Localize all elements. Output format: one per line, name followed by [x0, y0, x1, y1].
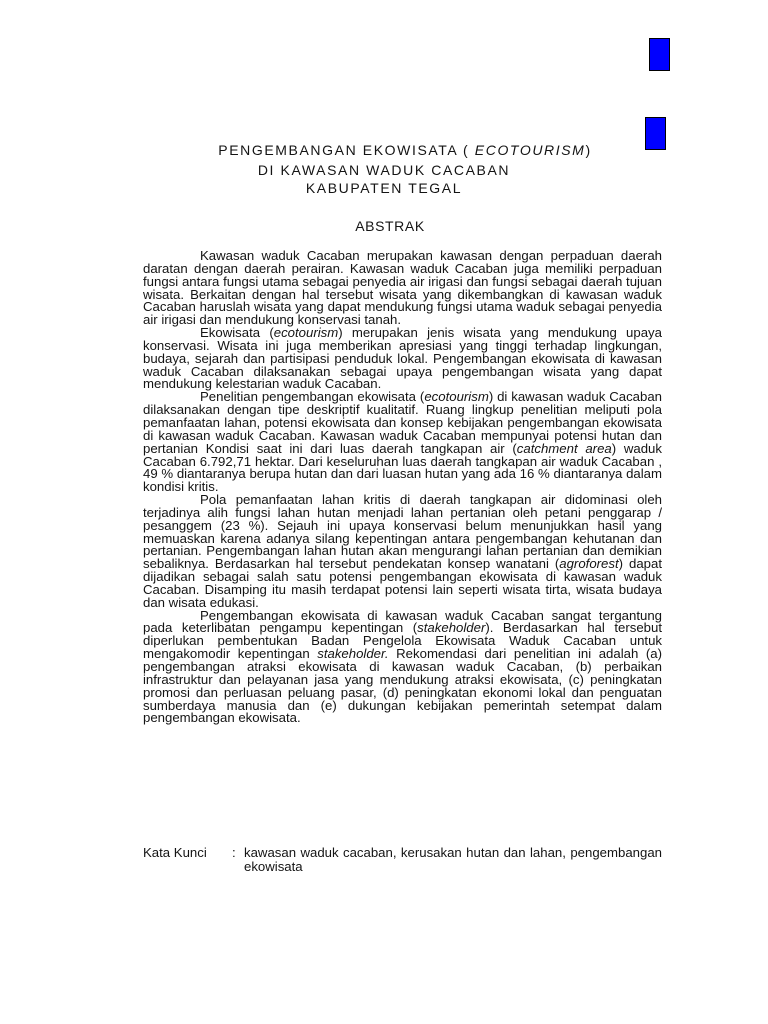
keywords-value: kawasan waduk cacaban, kerusakan hutan dan lahan, pengembangan ekowisata — [244, 845, 662, 874]
paragraph-2: Ekowisata (ecotourism) merupakan jenis wisata yang mendukung upaya konservasi. Wisata ini juga memberikan apresiasi yang tinggi terhadap lingkungan, budaya, sejarah dan partisipasi penduduk lokal. Pengembangan ekowisata di kawasan waduk Cacaban dilaksanakan sebagai upaya pengembangan wisata yang dapat mendukung kelestarian waduk Cacaban. — [143, 325, 662, 392]
paragraph-5: Pengembangan ekowisata di kawasan waduk Cacaban sangat tergantung pada keterlibatan pengampu kepentingan (stakeholder). Berdasarkan hal tersebut diperlukan pembentukan Badan Pengelola Ekowisata Waduk Cacaban untuk mengakomodir kepentingan stakeholder. Rekomendasi dari penelitian ini adalah (a) pengembangan atraksi ekowisata di kawasan waduk Cacaban, (b) perbaikan infrastruktur dan pelayanan jasa yang mendukung atraksi ekowisata, (c) peningkatan promosi dan perluasan peluang pasar, (d) peningkatan ekonomi lokal dan penguatan sumberdaya manusia dan (e) dukungan kebijakan pemerintah setempat dalam pengembangan ekowisata. — [143, 607, 662, 726]
blue-marker-top — [649, 38, 670, 71]
section-heading: ABSTRAK — [355, 218, 425, 234]
paragraph-4: Pola pemanfaatan lahan kritis di daerah tangkapan air didominasi oleh terjadinya alih fungsi lahan hutan menjadi lahan pertanian oleh petani penggarap / pesanggem (23 %). Sejauh ini upaya konservasi belum menunjukkan hasil yang memuaskan karena adanya silang kepentingan antara pengembangan kehutanan dan pertanian. Pengembangan lahan hutan akan mengurangi lahan pertanian dan demikian sebaliknya. Berdasarkan hal tersebut pendekatan konsep wanatani (agroforest) dapat dijadikan sebagai salah satu potensi pengembangan ekowisata di kawasan waduk Cacaban. Disamping itu masih terdapat potensi lain seperti wisata tirta, wisata budaya dan wisata edukasi. — [143, 492, 662, 610]
title-line-2: DI KAWASAN WADUK CACABAN — [257, 162, 511, 178]
keywords-colon: : — [232, 845, 236, 860]
keywords-label: Kata Kunci — [143, 845, 207, 860]
paragraph-1: Kawasan waduk Cacaban merupakan kawasan dengan perpaduan daerah daratan dengan daerah perairan. Kawasan waduk Cacaban juga memiliki perpaduan fungsi antara fungsi utama sebagai penyedia air irigasi dan fungsi sebagai daerah tujuan wisata. Berkaitan dengan hal tersebut wisata yang dikembangkan di kawasan waduk Cacaban haruslah wisata yang dapat mendukung fungsi utama waduk sebagai penyedia air irigasi dan mendukung konservasi tanah. — [143, 248, 662, 328]
paragraph-3: Penelitian pengembangan ekowisata (ecotourism) di kawasan waduk Cacaban dilaksanakan dengan tipe deskriptif kualitatif. Ruang lingkup penelitian meliputi pola pemanfaatan lahan, potensi ekowisata dan konsep kebijakan pengembangan ekowisata di kawasan waduk Cacaban. Kawasan waduk Cacaban mempunyai potensi hutan dan pertanian Kondisi saat ini dari luas daerah tangkapan air (catchment area) waduk Cacaban 6.792,71 hektar. Dari keseluruhan luas daerah tangkapan air waduk Cacaban , 49 % diantaranya berupa hutan dan dari luasan hutan yang ada 16 % diantaranya dalam kondisi kritis. — [143, 389, 663, 495]
title-line-3: KABUPATEN TEGAL — [305, 180, 463, 196]
title-line-1: PENGEMBANGAN EKOWISATA ( ECOTOURISM) — [218, 142, 592, 158]
abstract-body — [143, 250, 662, 725]
